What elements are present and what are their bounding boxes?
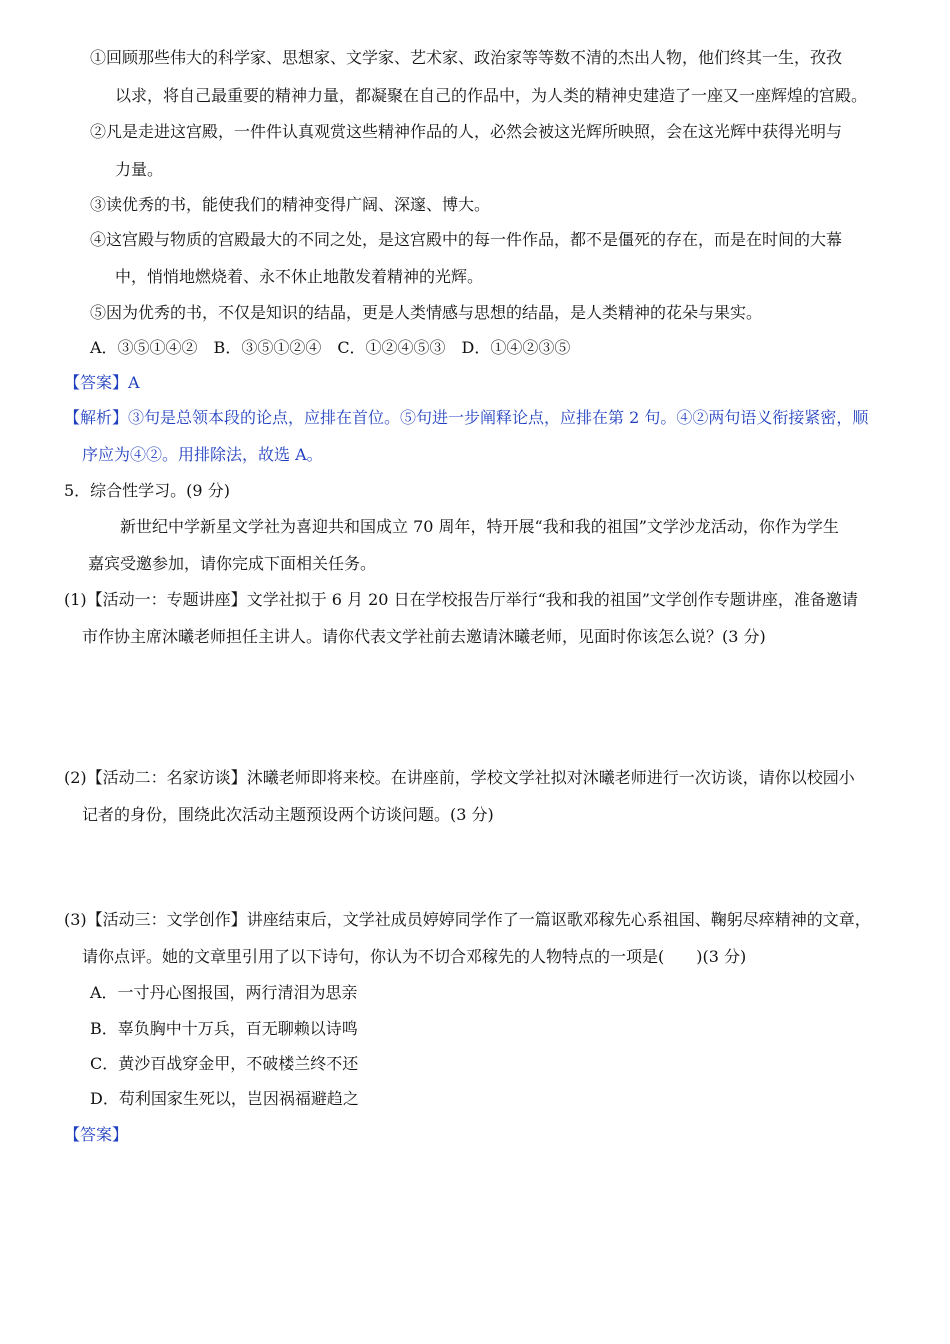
answer-label: 【答案】 xyxy=(64,373,129,392)
answer-value: A xyxy=(128,373,140,392)
subquestion-3-number: (3) xyxy=(64,910,87,929)
sentence-2-line-2: 力量。 xyxy=(115,160,164,179)
subquestion-1-number: (1) xyxy=(64,590,87,609)
analysis-line-2: 序应为④②。用排除法，故选 A。 xyxy=(82,445,323,464)
subquestion-3-tag: 【活动三：文学创作】 xyxy=(86,910,247,929)
subquestion-2-line-2: 记者的身份，围绕此次活动主题预设两个访谈问题。(3 分) xyxy=(82,805,494,824)
question-5-intro-line-2: 嘉宾受邀参加，请你完成下面相关任务。 xyxy=(88,554,377,573)
subquestion-3-line-1 xyxy=(64,910,871,930)
subquestion-3-line-2: 请你点评。她的文章里引用了以下诗句，你认为不切合邓稼先的人物特点的一项是( )(3 分) xyxy=(82,947,747,966)
question-5-title: 5．综合性学习。(9 分) xyxy=(64,481,230,500)
subquestion-2-text-1: 沐曦老师即将来校。在讲座前，学校文学社拟对沐曦老师进行一次访谈，请你以校园小 xyxy=(246,768,855,787)
subquestion-1-tag: 【活动一：专题讲座】 xyxy=(86,590,247,609)
sentence-3: ③读优秀的书，能使我们的精神变得广阔、深邃、博大。 xyxy=(90,195,491,214)
question-5-intro-line-1: 新世纪中学新星文学社为喜迎共和国成立 70 周年，特开展“我和我的祖国”文学沙龙活动，你作为学生 xyxy=(120,517,839,536)
subquestion-2-number: (2) xyxy=(64,768,87,787)
sentence-1-line-1: ①回顾那些伟大的科学家、思想家、文学家、艺术家、政治家等等数不清的杰出人物，他们终其一生，孜孜 xyxy=(90,48,843,67)
sentence-5: ⑤因为优秀的书，不仅是知识的结晶，更是人类情感与思想的结晶，是人类精神的花朵与果实。 xyxy=(90,303,763,322)
subquestion-3-answer-label: 【答案】 xyxy=(64,1125,129,1144)
sentence-4-line-2: 中，悄悄地燃烧着、永不休止地散发着精神的光辉。 xyxy=(115,267,484,286)
subquestion-1-text-1: 文学社拟于 6 月 20 日在学校报告厅举行“我和我的祖国”文学创作专题讲座，准备邀请 xyxy=(246,590,858,609)
sentence-2-line-1: ②凡是走进这宫殿，一件件认真观赏这些精神作品的人，必然会被这光辉所映照，会在这光辉中获得光明与 xyxy=(90,122,843,141)
sentence-4-line-1: ④这宫殿与物质的宫殿最大的不同之处，是这宫殿中的每一件作品，都不是僵死的存在，而是在时间的大幕 xyxy=(90,230,843,249)
subquestion-2-line-1 xyxy=(64,768,855,788)
analysis-line-1 xyxy=(64,408,868,428)
analysis-label: 【解析】 xyxy=(64,408,129,427)
subquestion-3-option-b: B．辜负胸中十万兵，百无聊赖以诗鸣 xyxy=(90,1019,358,1038)
subquestion-2-tag: 【活动二：名家访谈】 xyxy=(86,768,247,787)
subquestion-1-line-2: 市作协主席沐曦老师担任主讲人。请你代表文学社前去邀请沐曦老师，见面时你该怎么说？(3 分) xyxy=(82,627,766,646)
sentence-1-line-2: 以求，将自己最重要的精神力量，都凝聚在自己的作品中，为人类的精神史建造了一座又一座辉煌的宫殿。 xyxy=(115,86,868,105)
subquestion-3-option-c: C．黄沙百战穿金甲，不破楼兰终不还 xyxy=(90,1054,359,1073)
subquestion-1-line-1 xyxy=(64,590,858,610)
subquestion-3-text-1: 讲座结束后，文学社成员婷婷同学作了一篇讴歌邓稼先心系祖国、鞠躬尽瘁精神的文章， xyxy=(246,910,871,929)
subquestion-3-option-d: D．苟利国家生死以，岂因祸福避趋之 xyxy=(90,1089,359,1108)
answer-row xyxy=(64,373,140,393)
subquestion-3-option-a: A．一寸丹心图报国，两行清泪为思亲 xyxy=(90,983,358,1002)
analysis-text-1: ③句是总领本段的论点，应排在首位。⑤句进一步阐释论点，应排在第 2 句。④②两句语义衔接紧密，顺 xyxy=(128,408,869,427)
sorting-options: A．③⑤①④② B．③⑤①②④ C．①②④⑤③ D．①④②③⑤ xyxy=(90,338,571,357)
